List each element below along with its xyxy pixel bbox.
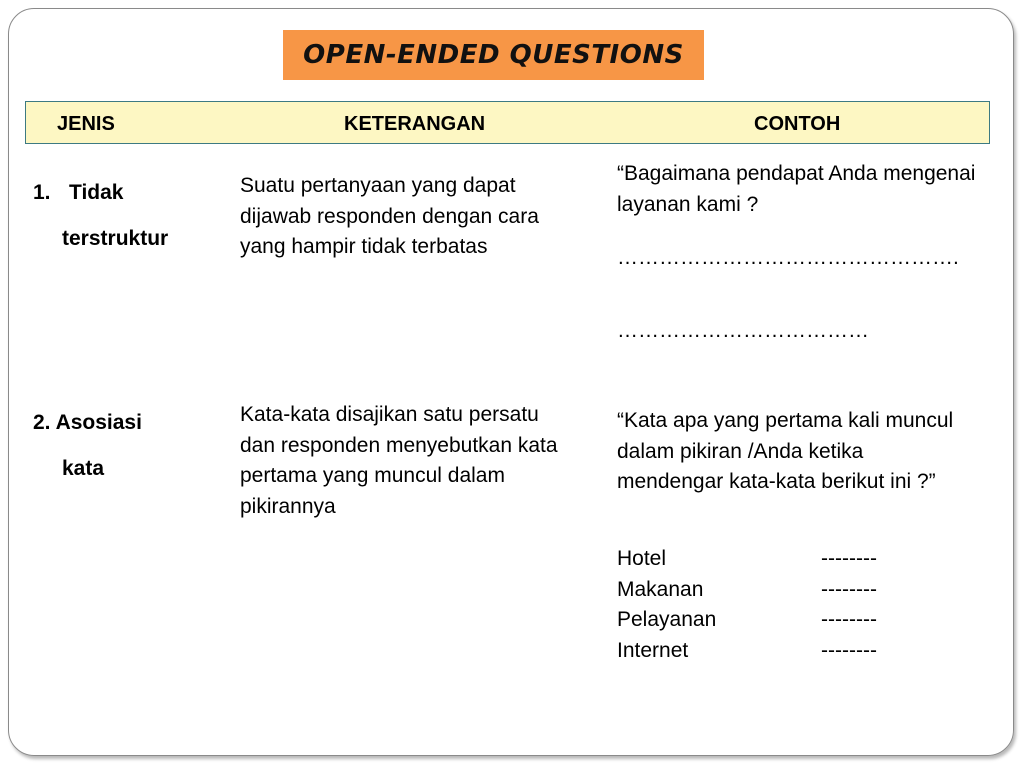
row2-example: “Kata apa yang pertama kali muncul dalam pikiran /Anda ketika mendengar kata-kata berikut ini ?” [617,409,954,493]
row2-type-line1: 2. Asosiasi [33,411,142,434]
word-list-item [617,575,877,606]
row1-example: “Bagaimana pendapat Anda mengenai layanan kami ? [617,162,976,216]
row1-type-line1 [33,178,168,224]
row2-type [33,408,142,500]
word-list-blank: -------- [821,608,877,631]
word-list-blank: -------- [821,547,877,570]
row1-type-line2: terstruktur [62,227,169,250]
row1-answer-line2: ……………………………… [617,319,869,342]
header-jenis: JENIS [57,113,115,135]
row2-type-line2: kata [62,457,105,480]
row1-type-number: 1. [33,181,51,204]
word-list-item [617,544,877,575]
slide-title-box [283,30,704,80]
row1-type-label: Tidak [69,181,124,204]
word-list [617,544,877,666]
word-list-item [617,636,877,667]
word-list-word: Internet [617,638,689,662]
word-list-word: Pelayanan [617,608,717,631]
slide-title: OPEN-ENDED QUESTIONS [303,40,684,70]
row2-description: Kata-kata disajikan satu persatu dan responden menyebutkan kata pertama yang muncul dalam pikirannya [240,403,558,518]
word-list-blank: -------- [821,577,877,601]
word-list-blank: -------- [821,638,877,662]
word-list-word: Makanan [617,577,704,601]
table-header [25,101,990,144]
word-list-word: Hotel [617,547,667,570]
header-keterangan: KETERANGAN [344,113,486,135]
row1-description: Suatu pertanyaan yang dapat dijawab responden dengan cara yang hampir tidak terbatas [240,174,539,258]
row1-answer-line1: …………………………………………. [617,246,959,269]
header-contoh: CONTOH [754,113,841,135]
word-list-item [617,605,877,636]
row1-type [33,178,168,270]
